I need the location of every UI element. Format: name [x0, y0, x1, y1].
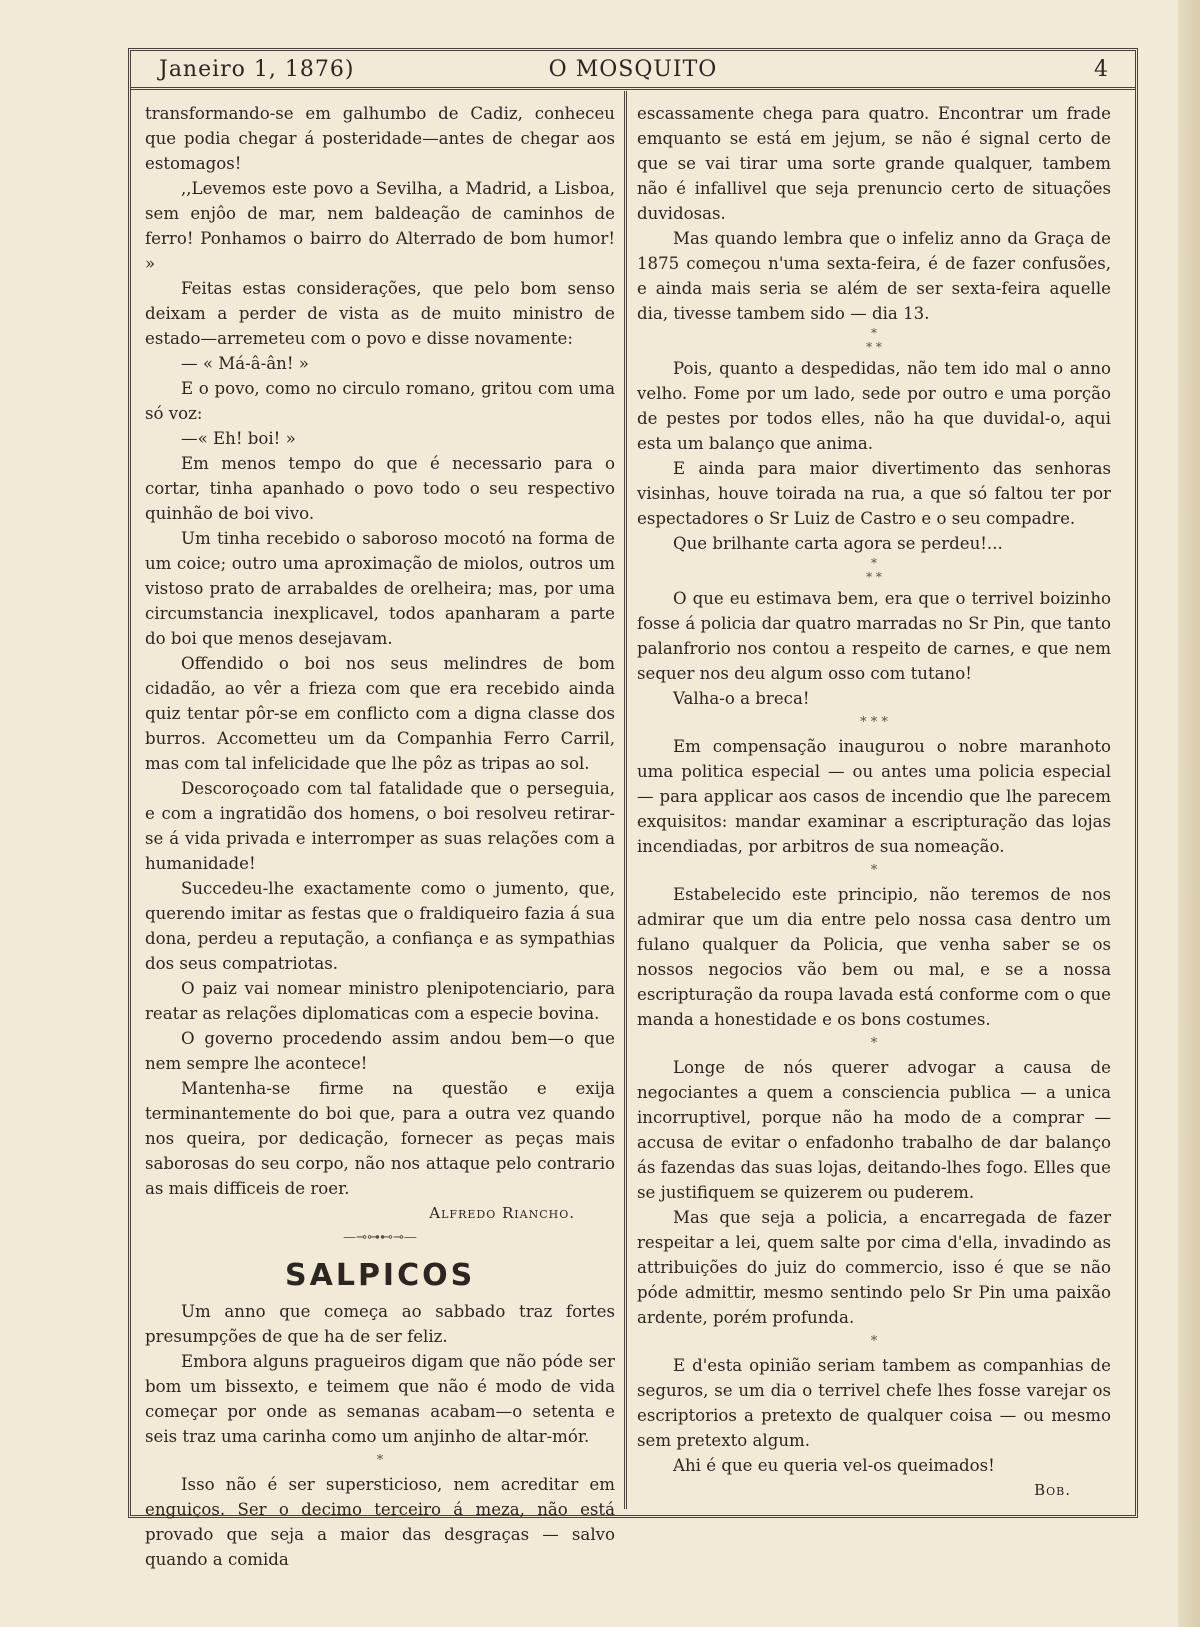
author-signature: Alfredo Riancho.	[429, 1204, 575, 1222]
paragraph: Isso não é ser supersticioso, nem acreditar em enguiços. Ser o decimo terceiro á meza, não está provado que seja a maior das desgraças — salvo quando a comida	[145, 1475, 615, 1569]
paragraph: Mantenha-se firme na questão e exija terminantemente do boi que, para a outra vez quando nos queira, por dedicação, fornecer as peças mais saborosas do seu corpo, não nos attaque pelo contrario as mais difficeis de roer.	[145, 1079, 615, 1198]
right-column	[637, 101, 1111, 1501]
column-divider	[624, 91, 627, 1509]
paragraph: E ainda para maior divertimento das senhoras visinhas, houve toirada na rua, a que só faltou ter por espectadores o Sr Luiz de Castro e o seu compadre.	[637, 459, 1111, 528]
star-separator: *	[376, 1453, 384, 1468]
paragraph: —« Eh! boi! »	[181, 429, 296, 448]
paragraph: transformando-se em galhumbo de Cadiz, conheceu que podia chegar á posteridade—antes de chegar aos estomagos!	[145, 104, 615, 173]
paragraph: Ahi é que eu queria vel-os queimados!	[673, 1456, 995, 1475]
paragraph: — « Má-â-ân! »	[181, 354, 309, 373]
paragraph: escassamente chega para quatro. Encontrar um frade emquanto se está em jejum, se não é signal certo de que se vai tirar uma sorte grande qualquer, tambem não é infallivel que seja prenuncio certo de situações duvidosas.	[637, 104, 1111, 223]
star-separator: *	[870, 863, 878, 878]
paragraph: Mas quando lembra que o infeliz anno da Graça de 1875 começou n'uma sexta-feira, é de fazer confusões, e ainda mais seria se além de ser sexta-feira aquelle dia, tivesse tambem sido — dia 13.	[637, 229, 1111, 323]
paragraph: Em menos tempo do que é necessario para o cortar, tinha apanhado o povo todo o seu respectivo quinhão de boi vivo.	[145, 454, 615, 523]
paragraph: Succedeu-lhe exactamente como o jumento, que, querendo imitar as festas que o fraldiqueiro fazia á sua dona, perdeu a reputação, a confiança e as sympathias dos seus compatriotas.	[145, 879, 615, 973]
section-title: SALPICOS	[285, 1258, 476, 1293]
ornament-divider: —⊸⊶⊷⊸—	[343, 1230, 417, 1245]
page-header	[131, 53, 1135, 90]
star-separator: *	[870, 1036, 878, 1051]
issue-date: Janeiro 1, 1876)	[159, 57, 355, 82]
paragraph: Um tinha recebido o saboroso mocotó na forma de um coice; outro uma aproximação de miolos, outros um vistoso prato de arrabaldes de orelheira; mas, por uma circumstancia inexplicavel, todos apanharam a parte do boi que menos desejavam.	[145, 529, 615, 648]
paragraph: ,,Levemos este povo a Sevilha, a Madrid, a Lisboa, sem enjôo de mar, nem baldeação de caminhos de ferro! Ponhamos o bairro do Alterrado de bom humor! »	[145, 179, 615, 273]
paragraph: Longe de nós querer advogar a causa de negociantes a quem a consciencia publica — a unica incorruptivel, porque não ha modo de a comprar — accusa de evitar o enfadonho trabalho de dar balanço ás fazendas das suas lojas, deitando-lhes fogo. Elles que se justifiquem se quizerem ou puderem.	[637, 1058, 1111, 1202]
paragraph: O governo procedendo assim andou bem—o que nem sempre lhe acontece!	[145, 1029, 615, 1073]
paragraph: Que brilhante carta agora se perdeu!...	[673, 534, 1003, 553]
paragraph: Mas que seja a policia, a encarregada de fazer respeitar a lei, quem salte por cima d'ella, invadindo as attribuições do juiz do commercio, isso é que se não póde admittir, mesmo sentindo pelo Sr Pin uma paixão ardente, porém profunda.	[637, 1208, 1111, 1327]
star-separator: *	[870, 1334, 878, 1349]
star-separator: * * *	[866, 556, 882, 584]
paragraph: Descoroçoado com tal fatalidade que o perseguia, e com a ingratidão dos homens, o boi resolveu retirar-se á vida privada e interromper as suas relações com a humanidade!	[145, 779, 615, 873]
paragraph: Feitas estas considerações, que pelo bom senso deixam a perder de vista as de muito ministro de estado—arremeteu com o povo e disse novamente:	[145, 279, 615, 348]
page-frame	[128, 48, 1138, 1569]
paragraph: E d'esta opinião seriam tambem as companhias de seguros, se um dia o terrivel chefe lhes fosse varejar os escriptorios a pretexto de qualquer coisa — ou mesmo sem pretexto algum.	[637, 1356, 1111, 1450]
author-signature: Bob.	[1034, 1481, 1071, 1499]
page-edge	[1178, 0, 1200, 1627]
star-separator: * * *	[860, 715, 888, 730]
paragraph: Um anno que começa ao sabbado traz fortes presumpções de que ha de ser feliz.	[145, 1302, 615, 1346]
paragraph: Estabelecido este principio, não teremos de nos admirar que um dia entre pelo nossa casa dentro um fulano qualquer da Policia, que venha saber se os nossos negocios vão bem ou mal, e se a nossa escripturação da roupa lavada está conforme com o que manda a honestidade e os bons costumes.	[637, 885, 1111, 1029]
paragraph: Offendido o boi nos seus melindres de bom cidadão, ao vêr a frieza com que era recebido ainda quiz tentar pôr-se em conflicto com a digna classe dos burros. Accometteu um da Companhia Ferro Carril, mas com tal infelicidade que lhe pôz as tripas ao sol.	[145, 654, 615, 773]
paragraph: Embora alguns pragueiros digam que não póde ser bom um bissexto, e teimem que não é modo de vida começar por onde as semanas acabam—o setenta e seis traz uma carinha como um anjinho de altar-mór.	[145, 1352, 615, 1446]
paragraph: Valha-o a breca!	[673, 689, 810, 708]
paragraph: E o povo, como no circulo romano, gritou com uma só voz:	[145, 379, 615, 423]
paragraph: Em compensação inaugurou o nobre maranhoto uma politica especial — ou antes uma policia especial — para applicar aos casos de incendio que lhe parecem exquisitos: mandar examinar a escripturação das lojas incendiadas, por arbitros de sua nomeação.	[637, 737, 1111, 856]
paragraph: O que eu estimava bem, era que o terrivel boizinho fosse á policia dar quatro marradas no Sr Pin, que tanto palanfrorio nos contou a respeito de carnes, e que nem sequer nos deu algum osso com tutano!	[637, 589, 1111, 683]
star-separator: * * *	[866, 326, 882, 354]
paragraph: Pois, quanto a despedidas, não tem ido mal o anno velho. Fome por um lado, sede por outro e uma porção de pestes por todos elles, não ha que duvidal-o, aqui esta um balanço que anima.	[637, 359, 1111, 453]
paragraph: O paiz vai nomear ministro plenipotenciario, para reatar as relações diplomaticas com a especie bovina.	[145, 979, 615, 1023]
left-column	[145, 101, 615, 1569]
page-number: 4	[1094, 57, 1109, 82]
newspaper-title: O MOSQUITO	[548, 57, 718, 82]
